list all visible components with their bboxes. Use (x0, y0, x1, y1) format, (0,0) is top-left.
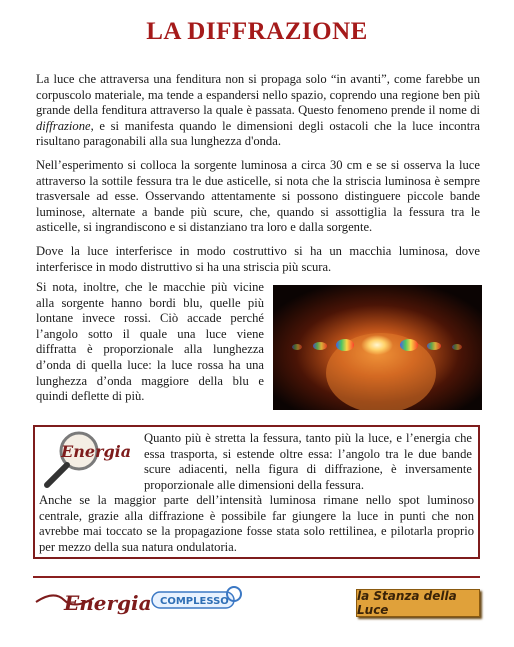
energia-box (33, 425, 480, 559)
svg-text:Energia: Energia (61, 442, 132, 461)
footer-energia-logo (34, 582, 244, 618)
term-diffrazione: diffrazione (36, 118, 91, 133)
energia-magnifier-logo (39, 429, 139, 491)
footer-divider (33, 576, 480, 578)
intro-text-b: , e si manifesta quando le dimensioni degli ostacoli che la luce incontra risultano paragonabili alla sua lunghezza d'onda. (36, 118, 480, 149)
diffraction-photo (273, 285, 482, 410)
intro-paragraph (36, 72, 480, 150)
experiment-paragraph: Nell’esperimento si colloca la sorgente luminosa a circa 30 cm e se si osserva la luce attraverso la sottile fessura tra le due asticelle, si nota che la striscia luminosa è sempre trasversale ad esse. Osservando attentamente si possono distinguere piccole bande luminose, alternate a bande più scure, che, quando si assottiglia la fessura tra le asticelle, si ingrandiscono e si distanziano tra loro e dalla sorgente. (36, 158, 480, 235)
svg-text:COMPLESSO: COMPLESSO (160, 596, 229, 607)
interference-paragraph: Dove la luce interferisce in modo costruttivo si ha un macchia luminosa, dove interferisce in modo distruttivo si ha una striscia più scura. (36, 244, 480, 274)
intro-text-a: La luce che attraversa una fenditura non si propaga solo “in avanti”, come farebbe un corpuscolo materiale, ma tende a espandersi nello spazio, coprendo una regione ben più grande della fenditura attraverso la quale è passata. Questo fenomeno prende il nome di (36, 72, 480, 118)
energia-text-2: Anche se la maggior parte dell’intensità luminosa rimane nello spot luminoso centrale, grazie alla diffrazione è possibile far giungere la luce in punti che non avrebbe mai toccato se la propagazione fosse stata solo rettilinea, e pilotarla proprio per mezzo della sua natura ondulatoria. (39, 493, 474, 554)
color-edges-paragraph: Si nota, inoltre, che le macchie più vicine alla sorgente hanno bordi blu, quelle più lontane invece rossi. Ciò accade perché l’angolo sotto il quale una luce viene diffratta è proporzionale alla lunghezza d’onda di quella luce: la luce rossa ha una lunghezza d’onda maggiore della blu e quindi deflette di più. (36, 280, 264, 404)
svg-text:Energia: Energia (64, 591, 152, 615)
stanza-luce-badge: la Stanza della Luce (356, 589, 480, 617)
energia-text-1: Quanto più è stretta la fessura, tanto più la luce, e l’energia che essa trasporta, si estende oltre essa: l’angolo tra le due bande scure adiacenti, nella figura di diffrazione, è inversamente proporzionale alle dimensioni della fessura. (144, 431, 472, 492)
page-title: LA DIFFRAZIONE (146, 18, 368, 45)
